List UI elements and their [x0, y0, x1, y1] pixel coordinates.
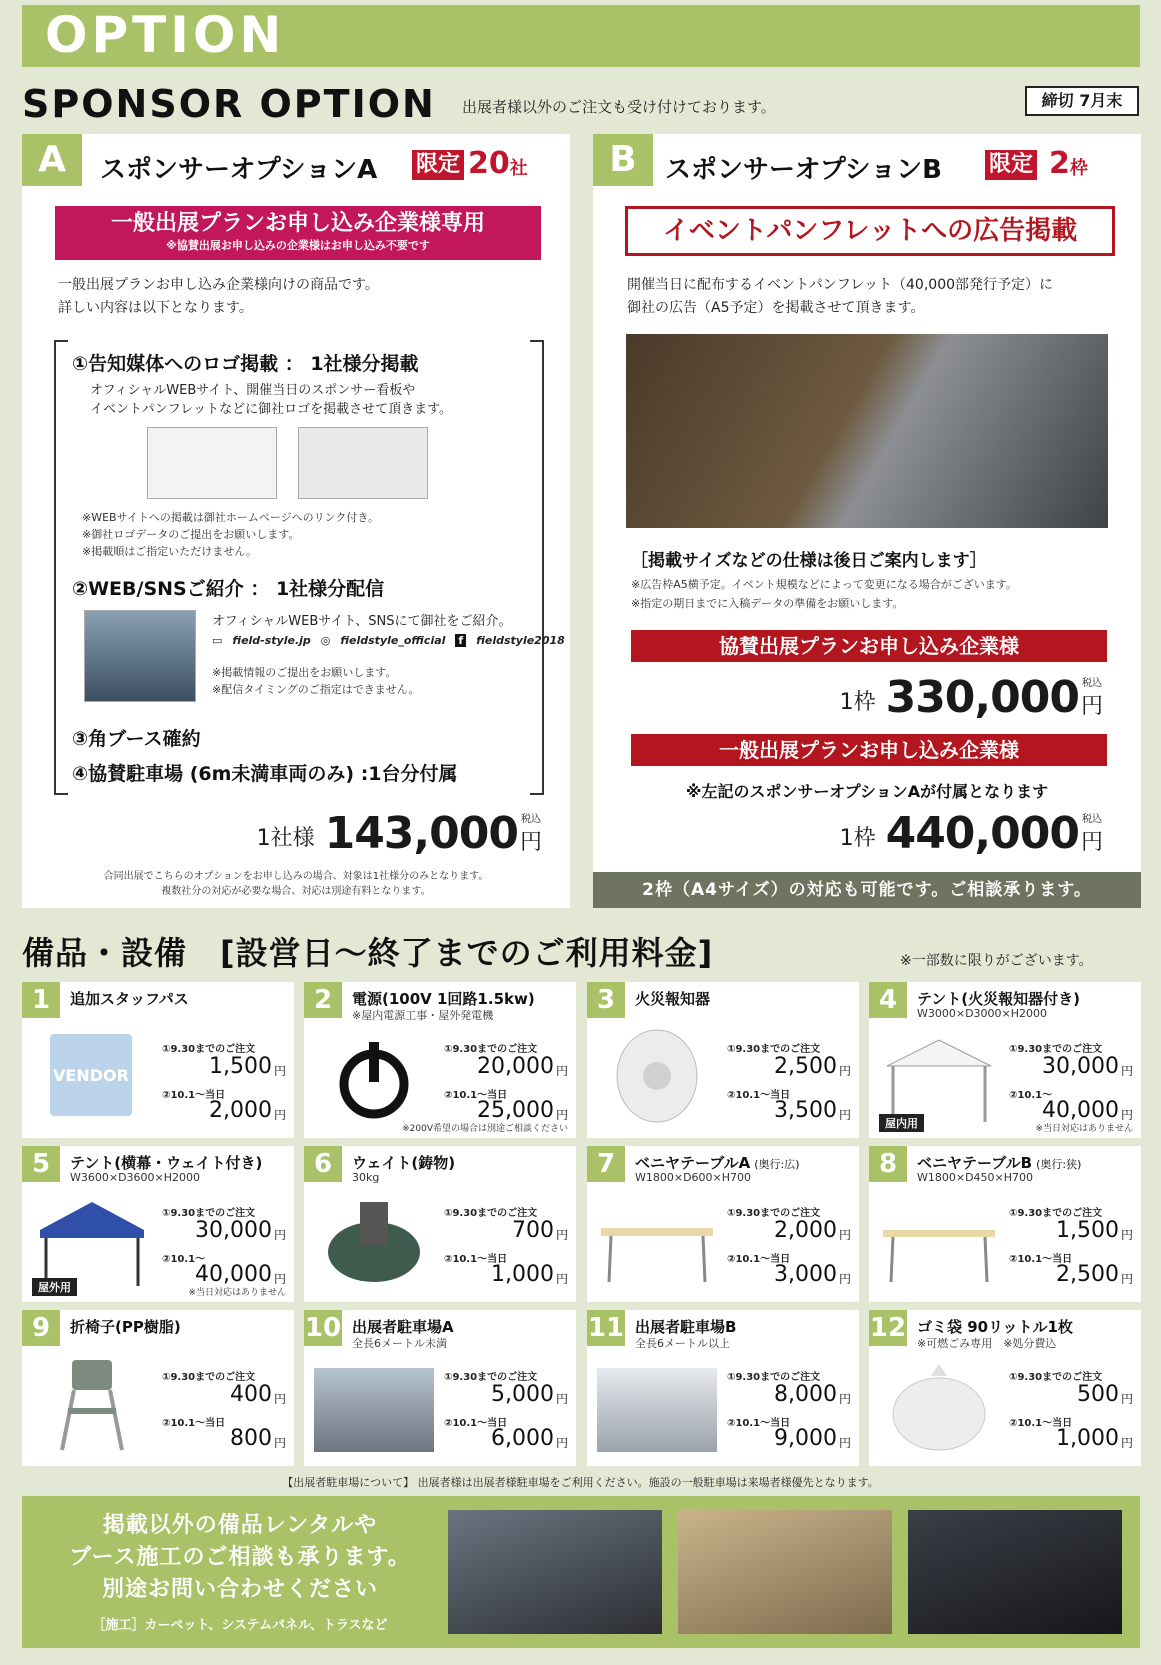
option-b-plan1-prefix: 1枠: [839, 690, 876, 715]
late-price: 1,000: [491, 1262, 554, 1287]
early-price: 2,500: [774, 1054, 837, 1079]
booth-photo-1: [448, 1510, 662, 1634]
option-b-name: スポンサーオプションB: [665, 155, 942, 185]
equipment-card: [587, 1146, 859, 1302]
option-b-headline: イベントパンフレットへの広告掲載: [662, 216, 1078, 246]
equipment-image: [597, 1190, 717, 1290]
early-label: ①9.30までのご注文: [1009, 1372, 1103, 1383]
early-price: 1,500: [1056, 1218, 1119, 1243]
late-price: 800: [230, 1426, 272, 1451]
option-b-plan2-prefix: 1枠: [839, 826, 876, 851]
late-yen: 円: [1120, 1436, 1133, 1450]
equipment-image: [32, 1190, 152, 1290]
equipment-number: 7: [587, 1146, 625, 1182]
chair-icon: [32, 1354, 152, 1454]
early-yen: 円: [838, 1064, 851, 1078]
late-label: ②10.1〜当日: [162, 1090, 226, 1101]
pamphlet-photo: [626, 334, 1108, 528]
fire-alarm-icon: [597, 1026, 717, 1126]
option-b-plan2-banner: 一般出展プランお申し込み企業様: [631, 734, 1107, 766]
early-price: 30,000: [195, 1218, 272, 1243]
truck-photo: [597, 1368, 717, 1452]
option-a-item1-desc-1: オフィシャルWEBサイト、開催当日のスポンサー看板や: [90, 383, 416, 398]
late-yen: 円: [555, 1272, 568, 1286]
equipment-foot: ※当日対応はありません: [188, 1288, 286, 1298]
option-b-plan2-note: ※左記のスポンサーオプションAが付属となります: [685, 782, 1049, 801]
equipment-image: [32, 1026, 152, 1126]
sns-links: [212, 634, 565, 647]
equipment-number: 2: [304, 982, 342, 1018]
option-a-item1-note-2: ※御社ロゴデータのご提出をお願いします。: [82, 528, 300, 541]
late-label: ②10.1〜当日: [444, 1418, 508, 1429]
equipment-name: テント(火災報知器付き): [917, 990, 1080, 1008]
option-a-target: 一般出展プランお申し込み企業様専用: [110, 211, 485, 236]
option-a-item1-title: ①告知媒体へのロゴ掲載 ： 1社様分掲載: [72, 353, 419, 375]
tent-icon: [32, 1190, 152, 1290]
option-a-item4: ④協賛駐車場 (6m未満車両のみ) :1台分付属: [72, 763, 458, 785]
early-price: 500: [1077, 1382, 1119, 1407]
late-yen: 円: [1120, 1108, 1133, 1122]
option-b-plan1-banner: 協賛出展プランお申し込み企業様: [631, 630, 1107, 662]
late-yen: 円: [273, 1108, 286, 1122]
weight-icon: [314, 1190, 434, 1290]
option-a-item2-note-2: ※配信タイミングのご指定はできません。: [212, 683, 420, 696]
late-price: 1,000: [1056, 1426, 1119, 1451]
equipment-image: [314, 1354, 434, 1454]
equipment-number: 6: [304, 1146, 342, 1182]
option-a-item3: ③角ブース確約: [72, 728, 201, 750]
booth-photo-3: [908, 1510, 1122, 1634]
equipment-card: [869, 982, 1141, 1138]
late-price: 3,000: [774, 1262, 837, 1287]
early-label: ①9.30までのご注文: [162, 1044, 256, 1055]
late-yen: 円: [555, 1108, 568, 1122]
equipment-card: [22, 1310, 294, 1466]
trash-bag-icon: [879, 1354, 999, 1454]
early-yen: 円: [838, 1228, 851, 1242]
equipment-image: [879, 1026, 999, 1126]
early-yen: 円: [555, 1228, 568, 1242]
early-yen: 円: [555, 1064, 568, 1078]
equipment-name: ベニヤテーブルA (奥行:広): [635, 1154, 800, 1172]
option-a-price: [256, 808, 542, 859]
option-a-limit-tag: 限定: [412, 150, 464, 180]
equipment-card: [869, 1146, 1141, 1302]
early-label: ①9.30までのご注文: [444, 1208, 538, 1219]
late-yen: 円: [838, 1108, 851, 1122]
late-yen: 円: [273, 1272, 286, 1286]
equipment-card: [22, 1146, 294, 1302]
early-price: 20,000: [477, 1054, 554, 1079]
early-price: 1,500: [209, 1054, 272, 1079]
equipment-card: [304, 1310, 576, 1466]
option-a-item2-title: ②WEB/SNSご紹介 ： 1社様分配信: [72, 578, 385, 600]
sns-web: field-style.jp: [232, 634, 311, 647]
equipment-name: 折椅子(PP樹脂): [70, 1318, 181, 1336]
option-a-item1-note-3: ※掲載順はご指定いただけません。: [82, 545, 257, 558]
booth-photo-2: [678, 1510, 892, 1634]
equipment-sub: W1800×D450×H700: [917, 1171, 1034, 1184]
parking-note: 【出展者駐車場について】 出展者様は出展者様駐車場をご利用ください。施設の一般駐車場は来場者様優先となります。: [282, 1476, 879, 1489]
late-price: 9,000: [774, 1426, 837, 1451]
parking-photo: [314, 1368, 434, 1452]
equipment-number: 11: [587, 1310, 625, 1346]
option-banner-title: OPTION: [45, 6, 286, 64]
equipment-number: 1: [22, 982, 60, 1018]
bottom-small: ［施工］カーペット、システムパネル、トラスなど: [92, 1618, 388, 1633]
late-yen: 円: [1120, 1272, 1133, 1286]
option-a-limit-num: 20: [468, 146, 510, 181]
early-price: 8,000: [774, 1382, 837, 1407]
option-b-limit-unit: 枠: [1069, 158, 1088, 179]
equipment-image: [32, 1354, 152, 1454]
option-a-target-note: ※協賛出展お申し込みの企業様はお申し込み不要です: [166, 239, 430, 252]
late-label: ②10.1〜当日: [1009, 1254, 1073, 1265]
equipment-name: 出展者駐車場B: [635, 1318, 737, 1336]
equipment-number: 3: [587, 982, 625, 1018]
option-a-limit-unit: 社: [509, 158, 528, 179]
facebook-icon: f: [455, 634, 466, 647]
equipment-number: 10: [304, 1310, 342, 1346]
early-yen: 円: [273, 1064, 286, 1078]
table-icon: [597, 1190, 717, 1290]
early-yen: 円: [273, 1392, 286, 1406]
equipment-sub: W3600×D3600×H2000: [70, 1171, 201, 1184]
equipment-sub: ※屋内電源工事・屋外発電機: [352, 1009, 494, 1022]
option-b-limit: [985, 148, 1088, 180]
equipment-card: [587, 1310, 859, 1466]
equipment-foot: ※200V希望の場合は別途ご相談ください: [402, 1124, 568, 1134]
option-a-item2-desc: オフィシャルWEBサイト、SNSにて御社をご紹介。: [212, 614, 512, 629]
equipment-number: 4: [869, 982, 907, 1018]
late-price: 2,500: [1056, 1262, 1119, 1287]
bottom-contact-text: [60, 1510, 420, 1633]
early-yen: 円: [555, 1392, 568, 1406]
equipment-card: [304, 982, 576, 1138]
late-price: 2,000: [209, 1098, 272, 1123]
option-b-spec-note-1: ※広告枠A5横予定。イベント規模などによって変更になる場合がございます。: [631, 578, 1017, 591]
late-label: ②10.1〜当日: [727, 1254, 791, 1265]
equipment-tag: 屋外用: [32, 1278, 77, 1296]
late-price: 6,000: [491, 1426, 554, 1451]
equipment-note: ※一部数に限りがございます。: [900, 953, 1093, 969]
option-b-headline-box: [625, 206, 1115, 256]
option-b-plan2-value: 440,000: [885, 808, 1079, 859]
early-label: ①9.30までのご注文: [727, 1372, 821, 1383]
option-a-price-value: 143,000: [324, 808, 518, 859]
equipment-card: [869, 1310, 1141, 1466]
early-yen: 円: [1120, 1228, 1133, 1242]
late-label: ②10.1〜当日: [1009, 1418, 1073, 1429]
early-price: 2,000: [774, 1218, 837, 1243]
equipment-name: 出展者駐車場A: [352, 1318, 454, 1336]
late-yen: 円: [555, 1436, 568, 1450]
early-yen: 円: [1120, 1064, 1133, 1078]
tent-icon: [879, 1026, 999, 1126]
early-yen: 円: [273, 1228, 286, 1242]
equipment-card: [587, 982, 859, 1138]
table-icon: [879, 1190, 999, 1290]
late-label: ②10.1〜当日: [444, 1254, 508, 1265]
option-a-name: スポンサーオプションA: [100, 155, 378, 185]
equipment-name: 火災報知器: [635, 990, 711, 1008]
equipment-image: [597, 1354, 717, 1454]
late-price: 25,000: [477, 1098, 554, 1123]
equipment-image: [314, 1026, 434, 1126]
vendor-pass-icon: VENDOR: [50, 1034, 132, 1116]
option-b-intro-2: 御社の広告（A5予定）を掲載させて頂きます。: [627, 300, 925, 316]
early-label: ①9.30までのご注文: [444, 1044, 538, 1055]
late-price: 40,000: [1042, 1098, 1119, 1123]
sns-facebook: fieldstyle2018: [476, 634, 565, 647]
late-label: ②10.1〜当日: [162, 1418, 226, 1429]
option-b-spec-note-2: ※指定の期日までに入稿データの準備をお願いします。: [631, 597, 904, 610]
late-yen: 円: [838, 1272, 851, 1286]
option-b-limit-tag: 限定: [985, 150, 1037, 180]
early-label: ①9.30までのご注文: [1009, 1208, 1103, 1219]
option-b-panel: [593, 134, 1141, 908]
equipment-name: ゴミ袋 90リットル1枚: [917, 1318, 1073, 1336]
equipment-number: 9: [22, 1310, 60, 1346]
equipment-image: [314, 1190, 434, 1290]
equipment-sub: 30kg: [352, 1171, 380, 1184]
equipment-name: テント(横幕・ウェイト付き): [70, 1154, 263, 1172]
equipment-number: 5: [22, 1146, 60, 1182]
late-label: ②10.1〜当日: [444, 1090, 508, 1101]
sponsor-option-note: 出展者様以外のご注文も受け付けております。: [462, 98, 776, 116]
bottom-line-3: 別途お問い合わせください: [101, 1577, 378, 1602]
early-label: ①9.30までのご注文: [727, 1208, 821, 1219]
early-price: 30,000: [1042, 1054, 1119, 1079]
option-a-panel: [22, 134, 570, 908]
early-yen: 円: [1120, 1392, 1133, 1406]
equipment-image: [879, 1354, 999, 1454]
option-a-item1-desc-2: イベントパンフレットなどに御社ロゴを掲載させて頂きます。: [90, 402, 453, 417]
equipment-name-note: (奥行:狭): [1036, 1158, 1082, 1171]
equipment-image: [879, 1190, 999, 1290]
option-a-letter: A: [22, 134, 82, 186]
equipment-name: ベニヤテーブルB (奥行:狭): [917, 1154, 1082, 1172]
equipment-sub: 全長6メートル以上: [635, 1337, 730, 1350]
option-b-intro-1: 開催当日に配布するイベントパンフレット（40,000部発行予定）に: [627, 277, 1054, 293]
sns-post-thumbnail: [84, 610, 196, 702]
option-b-plan1-price: 1枠 330,000 税込 円: [839, 672, 1103, 723]
early-price: 400: [230, 1382, 272, 1407]
sns-instagram: fieldstyle_official: [340, 634, 446, 647]
equipment-name: ウェイト(鋳物): [352, 1154, 456, 1172]
early-label: ①9.30までのご注文: [162, 1372, 256, 1383]
early-label: ①9.30までのご注文: [444, 1372, 538, 1383]
option-b-footer: 2枠（A4サイズ）の対応も可能です。ご相談承ります。: [593, 872, 1141, 908]
late-yen: 円: [273, 1436, 286, 1450]
option-a-target-banner: [55, 206, 541, 260]
early-price: 5,000: [491, 1382, 554, 1407]
option-b-letter: B: [593, 134, 653, 186]
equipment-sub: W3000×D3000×H2000: [917, 1007, 1048, 1020]
early-label: ①9.30までのご注文: [727, 1044, 821, 1055]
option-a-price-prefix: 1社様: [256, 826, 315, 851]
late-price: 3,500: [774, 1098, 837, 1123]
option-a-item2-note-1: ※掲載情報のご提出をお願いします。: [212, 666, 397, 679]
equipment-image: [597, 1026, 717, 1126]
web-icon: ▭: [212, 634, 223, 647]
early-label: ①9.30までのご注文: [162, 1208, 256, 1219]
late-price: 40,000: [195, 1262, 272, 1287]
equipment-card: [304, 1146, 576, 1302]
instagram-icon: ◎: [320, 634, 331, 647]
early-yen: 円: [838, 1392, 851, 1406]
equipment-name: 電源(100V 1回路1.5kw): [352, 990, 535, 1008]
equipment-tag: 屋内用: [879, 1114, 924, 1132]
equipment-title: 備品・設備 [設営日〜終了までのご利用料金]: [22, 934, 714, 972]
option-b-limit-num: 2: [1049, 146, 1070, 181]
equipment-number: 8: [869, 1146, 907, 1182]
equipment-foot: ※当日対応はありません: [1035, 1124, 1133, 1134]
equipment-name: 追加スタッフパス: [70, 990, 189, 1008]
option-a-footnote-1: 合同出展でこちらのオプションをお申し込みの場合、対象は1社様分のみとなります。: [103, 871, 489, 882]
option-b-spec-title: ［掲載サイズなどの仕様は後日ご案内します］: [631, 551, 987, 571]
option-b-plan1-value: 330,000: [885, 672, 1079, 723]
power-icon: [314, 1026, 434, 1126]
equipment-card: [22, 982, 294, 1138]
equipment-sub: W1800×D600×H700: [635, 1171, 752, 1184]
bottom-line-2: ブース施工のご相談も承ります。: [69, 1545, 411, 1570]
late-label: ②10.1〜当日: [727, 1418, 791, 1429]
late-label: ②10.1〜当日: [727, 1090, 791, 1101]
early-label: ①9.30までのご注文: [1009, 1044, 1103, 1055]
sponsor-board-thumbnail: [298, 427, 428, 499]
option-a-item1-note-1: ※WEBサイトへの掲載は御社ホームページへのリンク付き。: [82, 511, 379, 524]
option-a-tax: 税込: [520, 814, 541, 825]
equipment-sub: ※可燃ごみ専用 ※処分費込: [917, 1337, 1057, 1350]
option-a-footnote-2: 複数社分の対応が必要な場合、対応は別途有料となります。: [161, 886, 431, 897]
late-label: ②10.1〜: [1009, 1090, 1053, 1101]
logo-website-thumbnail: [147, 427, 277, 499]
equipment-sub: 全長6メートル未満: [352, 1337, 447, 1350]
early-price: 700: [512, 1218, 554, 1243]
option-a-intro-1: 一般出展プランお申し込み企業様向けの商品です。: [58, 277, 379, 293]
equipment-number: 12: [869, 1310, 907, 1346]
bottom-line-1: 掲載以外の備品レンタルや: [102, 1513, 378, 1538]
option-a-limit: [412, 148, 528, 180]
option-a-intro-2: 詳しい内容は以下となります。: [58, 300, 253, 316]
sponsor-option-title: SPONSOR OPTION: [22, 82, 436, 126]
late-yen: 円: [838, 1436, 851, 1450]
deadline-badge: 締切 7月末: [1025, 86, 1139, 116]
late-label: ②10.1〜: [162, 1254, 206, 1265]
equipment-name-note: (奥行:広): [754, 1158, 800, 1171]
option-a-yen: 円: [519, 830, 542, 855]
option-b-plan2-price: 1枠 440,000 税込 円: [839, 808, 1103, 859]
